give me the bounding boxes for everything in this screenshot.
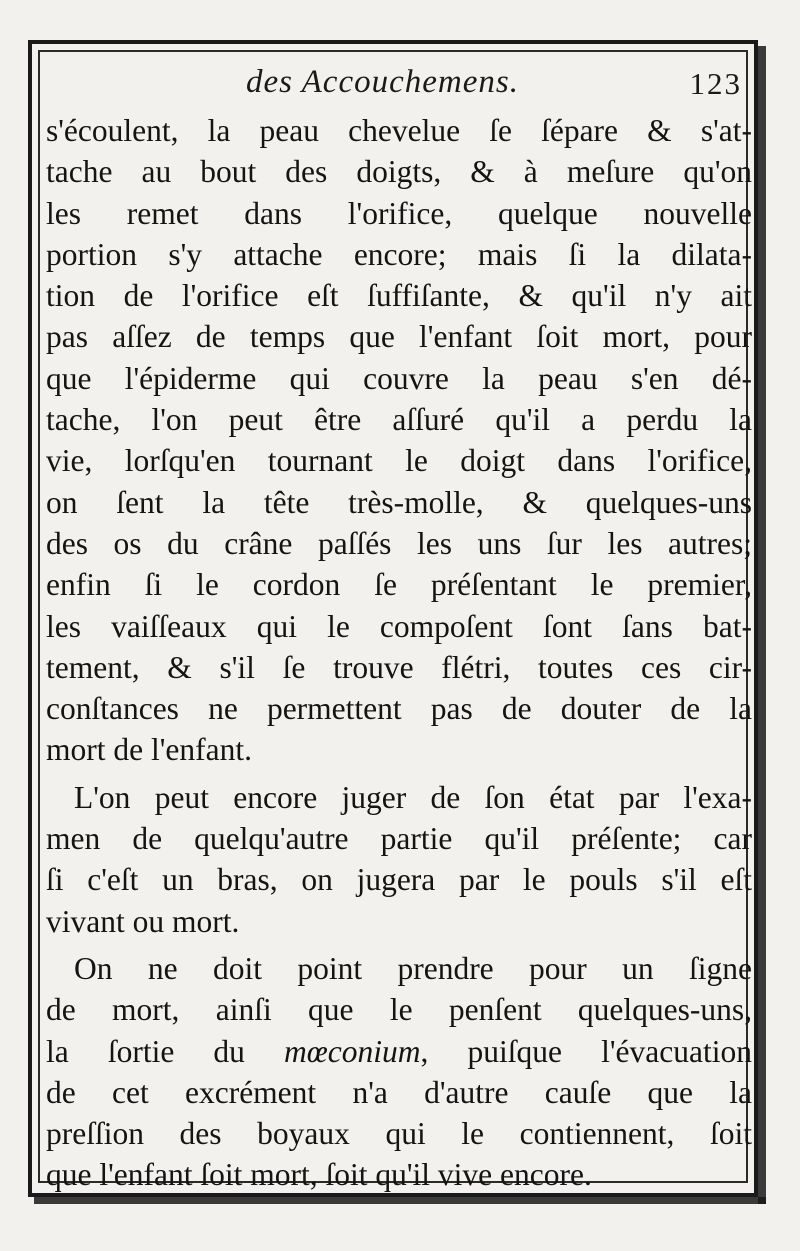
text-line: vivant ou mort.: [46, 903, 240, 939]
text-line: que l'épiderme qui couvre la peau s'en dé-: [46, 360, 752, 396]
italic-term: mœconium: [284, 1033, 421, 1069]
running-head: des Accouchemens.: [246, 64, 519, 100]
text-line: conſtances ne permettent pas de douter de la: [46, 691, 752, 727]
text-line: mort de l'enfant.: [46, 732, 252, 768]
text-segment: la ſortie du: [46, 1033, 285, 1069]
text-line: portion s'y attache encore; mais ſi la dilata-: [46, 236, 752, 272]
text-line: tion de l'orifice eſt ſuffiſante, & qu'il n'y ait: [46, 278, 752, 314]
text-line: preſſion des boyaux qui le contiennent, ſoit: [46, 1116, 752, 1152]
text-line: les remet dans l'orifice, quelque nouvelle: [46, 195, 752, 231]
text-segment: , puiſque l'évacuation: [420, 1033, 752, 1069]
text-line: les vaiſſeaux qui le compoſent ſont ſans bat-: [46, 608, 752, 644]
text-line: enfin ſi le cordon ſe préſentant le premier,: [46, 567, 752, 603]
text-line: ſi c'eſt un bras, on jugera par le pouls s'il eſt: [46, 862, 752, 898]
text-line: on ſent la tête très-molle, & quelques-uns: [46, 484, 752, 520]
paragraph: [46, 948, 752, 1196]
text-line: que l'enfant ſoit mort, ſoit qu'il vive encore.: [46, 1157, 592, 1193]
text-line: tache, l'on peut être aſſuré qu'il a perdu la: [46, 402, 752, 438]
text-line: pas aſſez de temps que l'enfant ſoit mort, pour: [46, 319, 752, 355]
text-line: des os du crâne paſſés les uns ſur les autres;: [46, 525, 752, 561]
frame-shadow-right: [758, 46, 766, 1204]
text-line: de mort, ainſi que le penſent quelques-uns,: [46, 992, 752, 1028]
text-line: men de quelqu'autre partie qu'il préſente; car: [46, 821, 752, 857]
page-header: [46, 64, 756, 108]
frame-shadow-bottom: [34, 1197, 766, 1204]
text-line: On ne doit point prendre pour un ſigne: [74, 950, 752, 986]
paragraph: [46, 777, 752, 942]
text-line: vie, lorſqu'en tournant le doigt dans l'orifice,: [46, 443, 752, 479]
text-line: tement, & s'il ſe trouve flétri, toutes ces cir-: [46, 649, 752, 685]
text-line: de cet excrément n'a d'autre cauſe que la: [46, 1074, 752, 1110]
body-text: [46, 110, 752, 1196]
text-line: tache au bout des doigts, & à meſure qu'on: [46, 154, 752, 190]
text-line: s'écoulent, la peau chevelue ſe ſépare & s'at-: [46, 113, 752, 148]
paragraph: [46, 110, 752, 771]
page-number: 123: [689, 66, 742, 101]
text-line: L'on peut encore juger de ſon état par l'exa-: [74, 779, 752, 815]
text-line-mixed: [46, 1031, 752, 1072]
